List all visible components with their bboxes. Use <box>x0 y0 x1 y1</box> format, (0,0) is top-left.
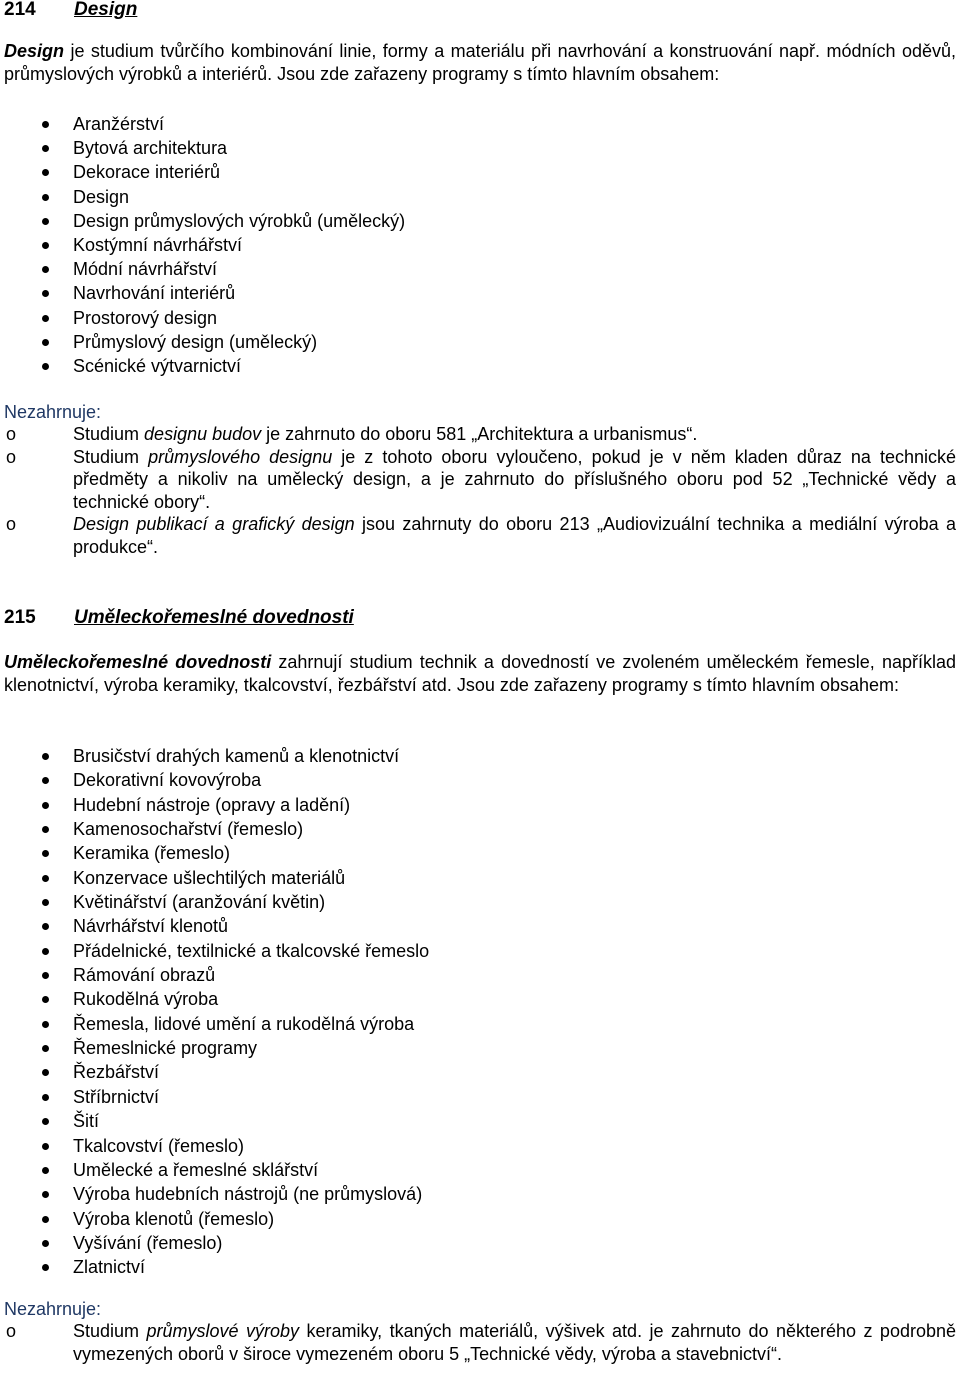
list-marker: o <box>6 424 17 444</box>
list-marker: o <box>6 446 17 467</box>
section-title: Design <box>74 0 138 20</box>
list-item: Rukodělná výroba <box>4 987 429 1011</box>
exclusion-item <box>4 1320 956 1365</box>
section-heading-215 <box>4 606 354 630</box>
list-item: Výroba hudebních nástrojů (ne průmyslová) <box>4 1182 429 1206</box>
list-item: Rámování obrazů <box>4 963 429 987</box>
excl-text: je zahrnuto do oboru 581 „Architektura a urbanismus“. <box>261 424 698 444</box>
list-item: Řemesla, lidové umění a rukodělná výroba <box>4 1012 429 1036</box>
list-item: Přádelnické, textilnické a tkalcovské řemeslo <box>4 939 429 963</box>
excludes-label-214: Nezahrnuje: <box>4 402 102 422</box>
list-item: Design průmyslových výrobků (umělecký) <box>4 209 405 233</box>
section-number: 215 <box>4 607 36 628</box>
list-item: Dekorace interiérů <box>4 160 405 184</box>
excl-text: je z tohoto oboru vyloučeno, pokud je v něm kladen důraz na technické předměty a nikoliv na umělecký design, a je zahrnuto do příslušného oboru pod 52 „Technické vědy a technické obory“. <box>73 446 956 512</box>
list-item: Hudební nástroje (opravy a ladění) <box>4 793 429 817</box>
list-item: Řezbářství <box>4 1060 429 1084</box>
list-item: Květinářství (aranžování květin) <box>4 890 429 914</box>
list-marker: o <box>6 1321 17 1341</box>
intro-term: Uměleckořemeslné dovednosti <box>4 652 272 672</box>
excl-text: Studium <box>73 424 145 444</box>
excl-term: designu budov <box>144 424 262 444</box>
list-item: Konzervace ušlechtilých materiálů <box>4 866 429 890</box>
list-marker: o <box>6 514 17 535</box>
exclusion-item <box>4 446 956 514</box>
section-heading-214 <box>4 0 137 22</box>
exclusion-item <box>4 513 956 558</box>
excludes-label-215: Nezahrnuje: <box>4 1299 102 1319</box>
excludes-list-214 <box>4 423 956 559</box>
excl-text: keramiky, tkaných materiálů, výšivek atd. je zahrnuto do některého z podrobně vymezených oborů v široce vymezeném oboru 5 „Technické vědy, výroba a stavebnictví“. <box>73 1321 957 1364</box>
excl-text: Studium <box>73 446 149 467</box>
excl-text: Studium <box>73 1321 147 1341</box>
list-item: Umělecké a řemeslné sklářství <box>4 1158 429 1182</box>
list-item: Průmyslový design (umělecký) <box>4 330 405 354</box>
list-item: Scénické výtvarnictví <box>4 354 405 378</box>
list-item: Vyšívání (řemeslo) <box>4 1231 429 1255</box>
list-item: Design <box>4 185 405 209</box>
list-item: Bytová architektura <box>4 136 405 160</box>
list-item: Brusičství drahých kamenů a klenotnictví <box>4 744 429 768</box>
excludes-list-215 <box>4 1320 956 1365</box>
list-item: Navrhování interiérů <box>4 281 405 305</box>
list-item: Prostorový design <box>4 306 405 330</box>
list-item: Výroba klenotů (řemeslo) <box>4 1207 429 1231</box>
list-item: Kamenosochařství (řemeslo) <box>4 817 429 841</box>
list-item: Aranžérství <box>4 112 405 136</box>
intro-text: zahrnují studium technik a dovedností ve zvoleném uměleckém řemesle, například klenotnictví, výroba keramiky, tkalcovství, řezbářství atd. Jsou zde zařazeny programy s tímto hlavním obsahem: <box>4 652 956 695</box>
intro-text: je studium tvůrčího kombinování linie, formy a materiálu při navrhování a konstruování např. módních oděvů, průmyslových výrobků a interiérů. Jsou zde zařazeny programy s tímto hlavním obsahem: <box>4 41 956 84</box>
excl-term: průmyslového designu <box>148 446 333 467</box>
program-list-214 <box>4 112 405 378</box>
excl-term: Design publikací a grafický design <box>73 514 355 535</box>
list-item: Návrhářství klenotů <box>4 914 429 938</box>
program-list-215 <box>4 744 429 1280</box>
section-title: Uměleckořemeslné dovednosti <box>74 607 354 628</box>
excl-text: jsou zahrnuty do oboru 213 „Audiovizuální technika a mediální výroba a produkce“. <box>73 514 956 557</box>
list-item: Šití <box>4 1109 429 1133</box>
section-intro-214 <box>4 40 956 86</box>
list-item: Kostýmní návrhářství <box>4 233 405 257</box>
excl-term: průmyslové výroby <box>146 1321 300 1341</box>
list-item: Keramika (řemeslo) <box>4 841 429 865</box>
list-item: Dekorativní kovovýroba <box>4 768 429 792</box>
list-item: Módní návrhářství <box>4 257 405 281</box>
list-item: Stříbrnictví <box>4 1085 429 1109</box>
list-item: Tkalcovství (řemeslo) <box>4 1134 429 1158</box>
intro-term: Design <box>4 41 65 61</box>
section-number: 214 <box>4 0 36 20</box>
list-item: Zlatnictví <box>4 1255 429 1279</box>
section-intro-215 <box>4 651 956 697</box>
exclusion-item <box>4 423 956 446</box>
list-item: Řemeslnické programy <box>4 1036 429 1060</box>
